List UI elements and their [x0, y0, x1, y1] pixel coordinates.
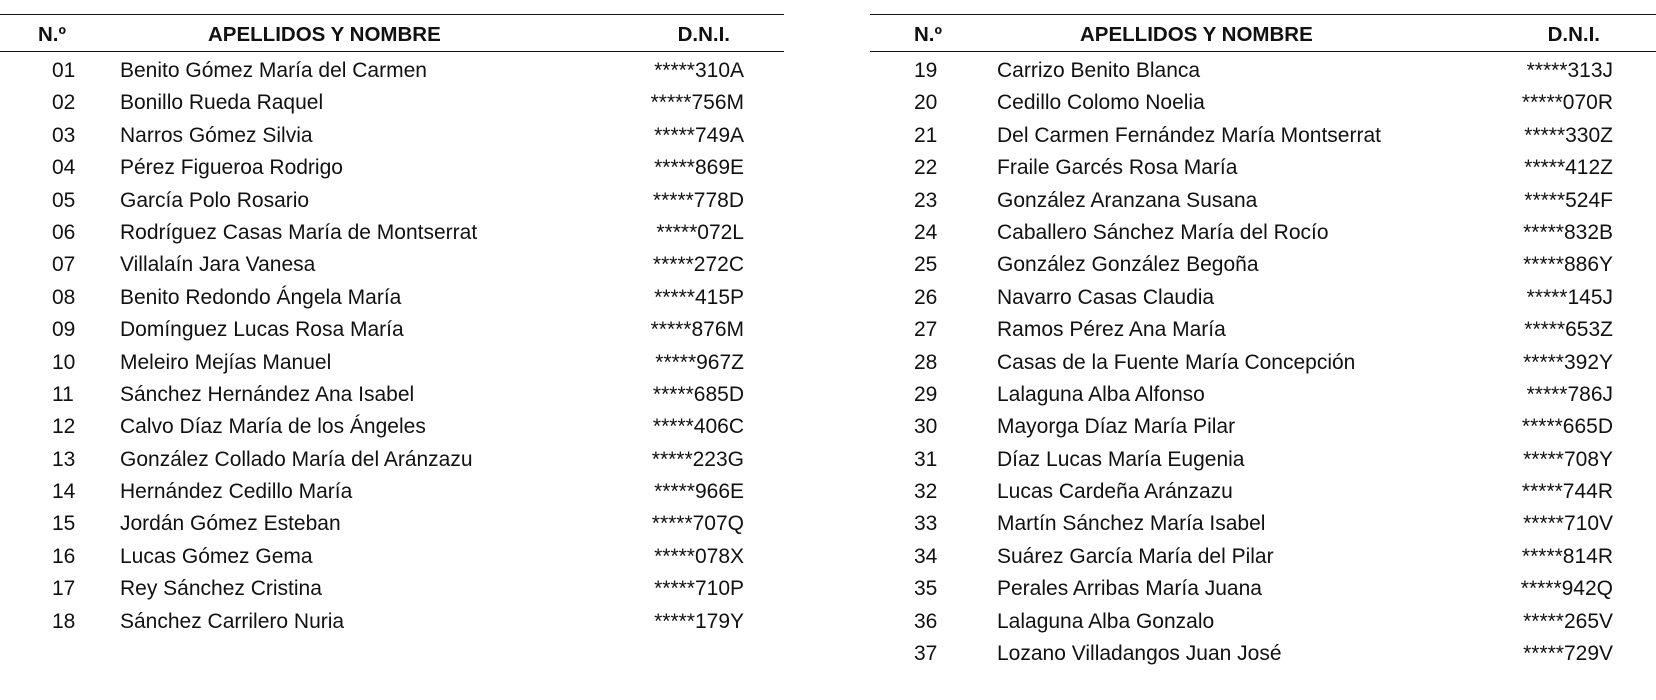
header-number: N.º	[914, 23, 942, 46]
row-number: 04	[52, 156, 76, 180]
table-row	[870, 444, 1656, 476]
table-row	[0, 411, 784, 443]
row-name: Benito Redondo Ángela María	[120, 285, 402, 309]
row-dni: *****179Y	[654, 609, 744, 633]
row-number: 36	[914, 609, 938, 633]
row-number: 25	[914, 253, 938, 277]
row-dni: *****729V	[1523, 642, 1613, 666]
table-row	[0, 444, 784, 476]
header-rule	[870, 51, 1656, 52]
row-name: Díaz Lucas María Eugenia	[997, 447, 1245, 471]
row-dni: *****524F	[1524, 188, 1613, 212]
row-name: Rodríguez Casas María de Montserrat	[120, 220, 478, 244]
table-row	[870, 347, 1656, 379]
table-row	[0, 606, 784, 638]
row-name: Suárez García María del Pilar	[997, 544, 1274, 568]
row-dni: *****710P	[654, 577, 744, 601]
table-row	[870, 249, 1656, 281]
row-name: Lucas Cardeña Aránzazu	[997, 480, 1233, 504]
row-number: 23	[914, 188, 938, 212]
row-number: 06	[52, 220, 76, 244]
row-number: 15	[52, 512, 76, 536]
row-number: 31	[914, 447, 938, 471]
row-dni: *****814R	[1521, 544, 1613, 568]
table-row	[0, 347, 784, 379]
table-row	[870, 476, 1656, 508]
row-name: González Aranzana Susana	[997, 188, 1258, 212]
row-number: 13	[52, 447, 76, 471]
header-dni: D.N.I.	[1547, 23, 1600, 46]
row-name: Navarro Casas Claudia	[997, 285, 1215, 309]
row-name: Ramos Pérez Ana María	[997, 318, 1226, 342]
row-dni: *****272C	[652, 253, 744, 277]
right-rows	[870, 55, 1656, 670]
row-number: 28	[914, 350, 938, 374]
table-row	[870, 185, 1656, 217]
row-dni: *****708Y	[1523, 447, 1613, 471]
table-row	[0, 541, 784, 573]
row-dni: *****778D	[652, 188, 744, 212]
table-row	[0, 508, 784, 540]
row-number: 05	[52, 188, 76, 212]
row-number: 26	[914, 285, 938, 309]
row-dni: *****310A	[654, 59, 744, 82]
table-row	[0, 87, 784, 119]
row-dni: *****869E	[654, 156, 744, 180]
table-row	[870, 541, 1656, 573]
row-name: Lucas Gómez Gema	[120, 544, 313, 568]
table-row	[870, 638, 1656, 670]
row-number: 30	[914, 415, 938, 439]
row-name: Caballero Sánchez María del Rocío	[997, 220, 1329, 244]
row-dni: *****265V	[1523, 609, 1613, 633]
row-dni: *****886Y	[1523, 253, 1613, 277]
row-number: 35	[914, 577, 938, 601]
table-row	[870, 411, 1656, 443]
row-dni: *****967Z	[655, 350, 744, 374]
row-name: Mayorga Díaz María Pilar	[997, 415, 1236, 439]
header-name: APELLIDOS Y NOMBRE	[208, 23, 441, 46]
row-dni: *****313J	[1526, 59, 1613, 82]
table-row	[0, 120, 784, 152]
table-row	[0, 314, 784, 346]
row-name: Narros Gómez Silvia	[120, 123, 313, 147]
row-number: 02	[52, 91, 76, 115]
row-name: Pérez Figueroa Rodrigo	[120, 156, 343, 180]
top-rule	[870, 14, 1656, 15]
row-dni: *****145J	[1526, 285, 1613, 309]
header-number: N.º	[38, 23, 66, 46]
table-row	[870, 282, 1656, 314]
left-rows	[0, 55, 784, 638]
row-name: Rey Sánchez Cristina	[120, 577, 322, 601]
table-row	[870, 55, 1656, 87]
table-row	[870, 217, 1656, 249]
row-dni: *****749A	[654, 123, 744, 147]
row-dni: *****744R	[1521, 480, 1613, 504]
table-row	[0, 282, 784, 314]
row-number: 20	[914, 91, 938, 115]
row-number: 12	[52, 415, 76, 439]
row-name: Hernández Cedillo María	[120, 480, 353, 504]
row-number: 18	[52, 609, 76, 633]
table-row	[0, 152, 784, 184]
row-dni: *****756M	[650, 91, 744, 115]
table-row	[0, 379, 784, 411]
row-number: 01	[52, 59, 76, 82]
row-dni: *****392Y	[1523, 350, 1613, 374]
row-number: 21	[914, 123, 938, 147]
row-name: Perales Arribas María Juana	[997, 577, 1262, 601]
row-dni: *****412Z	[1524, 156, 1613, 180]
row-name: Benito Gómez María del Carmen	[120, 59, 427, 82]
row-number: 14	[52, 480, 76, 504]
row-number: 34	[914, 544, 938, 568]
table-row	[0, 476, 784, 508]
row-dni: *****786J	[1526, 382, 1613, 406]
row-number: 22	[914, 156, 938, 180]
row-name: Carrizo Benito Blanca	[997, 59, 1201, 82]
row-dni: *****966E	[654, 480, 744, 504]
row-number: 08	[52, 285, 76, 309]
row-number: 27	[914, 318, 938, 342]
row-number: 17	[52, 577, 76, 601]
row-dni: *****070R	[1521, 91, 1613, 115]
row-number: 32	[914, 480, 938, 504]
row-number: 29	[914, 382, 938, 406]
row-dni: *****942Q	[1520, 577, 1613, 601]
table-row	[0, 185, 784, 217]
table-row	[0, 55, 784, 87]
row-name: Meleiro Mejías Manuel	[120, 350, 332, 374]
row-number: 03	[52, 123, 76, 147]
row-dni: *****415P	[654, 285, 744, 309]
row-name: Martín Sánchez María Isabel	[997, 512, 1266, 536]
row-dni: *****406C	[652, 415, 744, 439]
row-dni: *****653Z	[1524, 318, 1613, 342]
row-number: 11	[52, 382, 74, 406]
table-row	[870, 573, 1656, 605]
table-row	[870, 508, 1656, 540]
row-name: Lalaguna Alba Gonzalo	[997, 609, 1215, 633]
top-rule	[0, 14, 784, 15]
row-number: 16	[52, 544, 76, 568]
row-name: González Collado María del Aránzazu	[120, 447, 473, 471]
row-name: Del Carmen Fernández María Montserrat	[997, 123, 1381, 147]
row-dni: *****707Q	[651, 512, 744, 536]
table-row	[870, 606, 1656, 638]
row-dni: *****665D	[1521, 415, 1613, 439]
row-name: Bonillo Rueda Raquel	[120, 91, 324, 115]
table-row	[0, 249, 784, 281]
table-row	[870, 314, 1656, 346]
header-rule	[0, 51, 784, 52]
row-dni: *****330Z	[1524, 123, 1613, 147]
row-name: García Polo Rosario	[120, 188, 310, 212]
header-dni: D.N.I.	[677, 23, 730, 46]
row-dni: *****832B	[1523, 220, 1613, 244]
row-number: 10	[52, 350, 76, 374]
row-name: Fraile Garcés Rosa María	[997, 156, 1238, 180]
table-row	[870, 379, 1656, 411]
row-dni: *****876M	[650, 318, 744, 342]
table-row	[0, 573, 784, 605]
table-row	[870, 120, 1656, 152]
row-name: Villalaín Jara Vanesa	[120, 253, 316, 277]
row-name: Jordán Gómez Esteban	[120, 512, 341, 536]
row-name: Calvo Díaz María de los Ángeles	[120, 415, 426, 439]
row-dni: *****685D	[652, 382, 744, 406]
row-name: Lozano Villadangos Juan José	[997, 642, 1282, 666]
table-row	[870, 87, 1656, 119]
row-dni: *****078X	[654, 544, 744, 568]
row-number: 07	[52, 253, 76, 277]
row-number: 09	[52, 318, 76, 342]
row-dni: *****223G	[651, 447, 744, 471]
row-name: Casas de la Fuente María Concepción	[997, 350, 1356, 374]
row-name: González González Begoña	[997, 253, 1259, 277]
row-number: 37	[914, 642, 938, 666]
table-row	[0, 217, 784, 249]
row-dni: *****710V	[1523, 512, 1613, 536]
header-name: APELLIDOS Y NOMBRE	[1080, 23, 1313, 46]
row-number: 33	[914, 512, 938, 536]
row-name: Sánchez Carrilero Nuria	[120, 609, 345, 633]
row-name: Sánchez Hernández Ana Isabel	[120, 382, 415, 406]
table-row	[870, 152, 1656, 184]
row-name: Cedillo Colomo Noelia	[997, 91, 1205, 115]
row-number: 19	[914, 59, 938, 82]
row-name: Lalaguna Alba Alfonso	[997, 382, 1205, 406]
row-name: Domínguez Lucas Rosa María	[120, 318, 404, 342]
row-dni: *****072L	[656, 220, 744, 244]
row-number: 24	[914, 220, 938, 244]
